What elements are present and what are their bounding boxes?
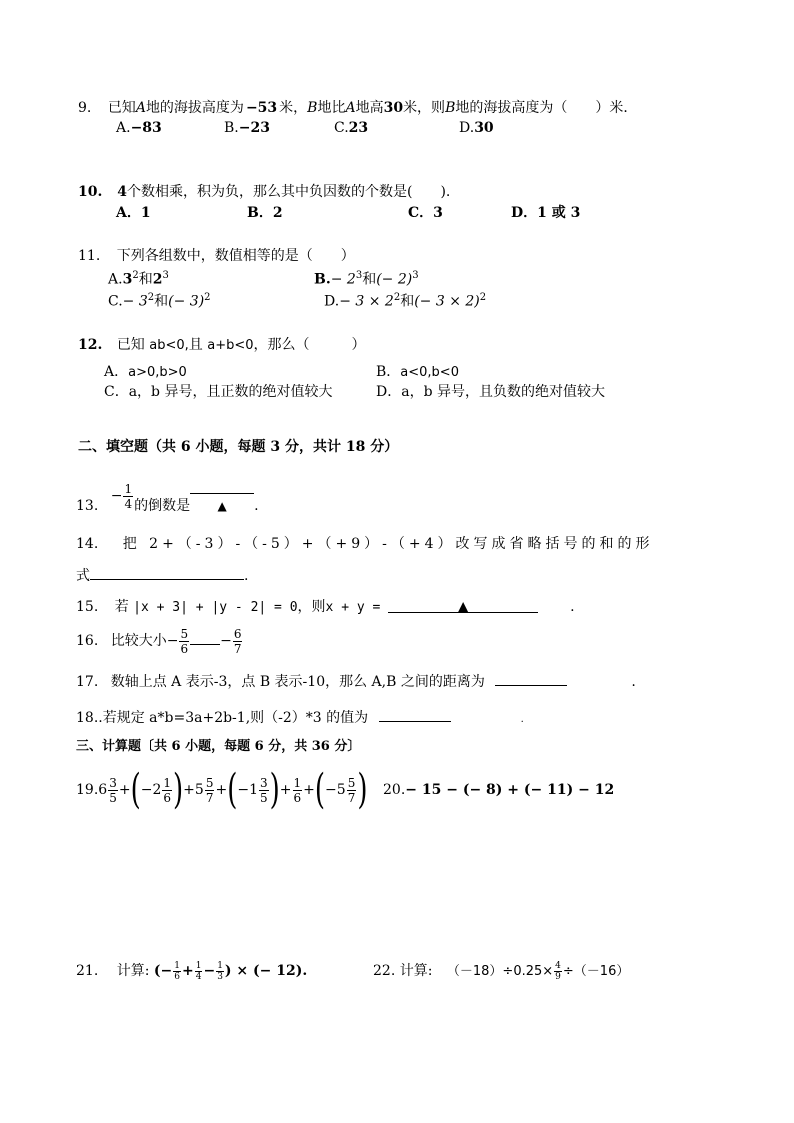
question-20: [383, 780, 614, 800]
triangle-marker: ▲: [217, 499, 227, 513]
option-value: a<0,b<0: [400, 365, 459, 380]
answer-blank[interactable]: [388, 597, 538, 613]
text: ，那么（ ）: [253, 337, 366, 353]
fraction-neg-quarter: [111, 468, 134, 524]
section-title-fill-blank: 二、填空题（共 6 小题，每题 3 分，共计 18 分）: [78, 439, 399, 455]
text: .: [254, 498, 259, 514]
option-label: C.: [334, 120, 349, 136]
denominator: 5: [109, 790, 117, 805]
option-value: −83: [130, 120, 162, 136]
exponent: 2: [132, 270, 139, 281]
sign: −: [166, 633, 179, 649]
expression: ÷（－16）: [562, 964, 630, 979]
option-value: a>0,b>0: [128, 365, 187, 380]
question-number: 15.: [76, 599, 99, 615]
question-15: [76, 597, 575, 618]
value: − 3: [122, 293, 148, 310]
numerator: 6: [233, 626, 242, 641]
q9-option-c: [334, 118, 368, 138]
text: 米，则: [403, 100, 446, 116]
whole: −2: [140, 782, 162, 798]
value: −53: [245, 100, 278, 116]
denominator: 7: [347, 790, 356, 805]
text: 下列各组数中，数值相等的是（ ）: [116, 248, 355, 264]
option-label: D.: [459, 120, 475, 136]
text: .若规定 a*b=3a+2b-1,则（-2）*3 的值为: [98, 710, 369, 726]
numerator: 1: [217, 960, 223, 971]
text: 把 2+（-3）-（-5）+（+9）-（+4）改写成省略括号的和的形: [122, 536, 654, 552]
answer-blank[interactable]: [190, 478, 254, 513]
operator: +: [118, 782, 131, 798]
question-number: 12.: [78, 337, 103, 353]
question-16: [76, 624, 243, 658]
question-number: 13.: [76, 498, 99, 514]
text: .: [520, 714, 524, 725]
question-14-cont: [76, 564, 248, 586]
option-value: 30: [474, 120, 494, 136]
exponent: 2: [147, 292, 155, 303]
q10-option-a: A．1: [116, 205, 151, 221]
text: 式: [76, 568, 90, 584]
label: 计算:: [399, 963, 433, 979]
question-18: [76, 706, 524, 730]
text: 和: [154, 293, 169, 310]
paren-open: (: [314, 766, 326, 814]
q9-option-d: [459, 118, 494, 138]
denominator: 6: [163, 790, 171, 805]
exponent: 3: [412, 270, 419, 281]
denominator: 7: [233, 641, 242, 656]
question-number: 21.: [76, 963, 99, 979]
text: 和: [400, 293, 415, 310]
q10-option-b: B．2: [247, 205, 283, 221]
text: .: [631, 674, 636, 690]
text: 4: [117, 184, 127, 200]
q11-option-b: [314, 266, 419, 290]
value: 30: [383, 100, 404, 116]
answer-blank[interactable]: [90, 564, 244, 580]
question-14: [76, 534, 654, 554]
text: 数轴上点 A 表示-3，点 B 表示-10，那么 A,B 之间的距离为: [110, 674, 485, 690]
question-17: [76, 670, 636, 692]
denominator: 9: [555, 971, 561, 982]
expression: (−: [153, 963, 173, 979]
operator: +: [181, 963, 194, 979]
paren-open: (: [227, 766, 238, 814]
denominator: 6: [180, 641, 189, 656]
compare-blank[interactable]: [190, 632, 220, 645]
operator: +: [183, 782, 195, 798]
answer-blank[interactable]: [379, 706, 451, 722]
operator: −: [203, 963, 216, 979]
paren-close: ): [357, 766, 368, 814]
denominator: 6: [174, 971, 180, 982]
whole: 5: [194, 782, 204, 798]
value: (− 2): [376, 271, 413, 288]
option-label: D.: [324, 293, 340, 310]
expression: − 15 − (− 8) + (− 11) − 12: [405, 782, 615, 798]
value: − 2: [330, 271, 356, 288]
text: 和: [362, 271, 377, 288]
numerator: 1: [124, 481, 133, 496]
operator: +: [215, 782, 228, 798]
text: 地高: [355, 100, 384, 116]
var: A: [345, 100, 356, 116]
question-number: 9.: [78, 100, 92, 116]
expression: x + y =: [325, 600, 389, 615]
exponent: 2: [479, 292, 487, 303]
whole: −5: [325, 782, 346, 798]
paren-close: ): [173, 766, 184, 814]
paren-open: (: [130, 766, 141, 814]
whole: 6: [98, 782, 108, 798]
exponent: 2: [393, 292, 401, 303]
numerator: 1: [174, 960, 180, 971]
expression: ) × (− 12).: [224, 963, 308, 979]
numerator: 1: [195, 960, 202, 971]
question-number: 11.: [78, 248, 101, 264]
option-value: 23: [348, 120, 369, 136]
exponent: 3: [162, 270, 169, 281]
q10-option-c: C．3: [408, 205, 443, 221]
triangle-marker: ▲: [457, 599, 469, 615]
text: 米，: [279, 100, 308, 116]
question-number: 14.: [76, 536, 99, 552]
question-number: 17.: [76, 674, 99, 690]
text: 和: [138, 271, 153, 288]
option-label: A.: [116, 120, 131, 136]
question-12: [78, 335, 366, 356]
question-number: 19.: [76, 782, 99, 798]
section-title-calculation: 三、计算题〔共 6 小题，每题 6 分，共 36 分〕: [76, 739, 361, 754]
numerator: 5: [347, 775, 356, 790]
value: − 3 × 2: [339, 293, 394, 310]
text: 的倒数是: [134, 498, 191, 514]
q11-option-d: [324, 288, 486, 312]
option-label: B.: [224, 120, 239, 136]
q12-option-d: D．a，b 异号，且负数的绝对值较大: [376, 384, 605, 400]
numerator: 3: [259, 775, 268, 790]
value: 3: [122, 271, 133, 288]
numerator: 1: [163, 775, 171, 790]
q9-option-b: [224, 118, 270, 138]
text: 地的海拔高度为（ ）米．: [455, 100, 638, 116]
q11-option-a: [108, 266, 169, 290]
denominator: 5: [259, 790, 268, 805]
operator: +: [279, 782, 292, 798]
text: 已知: [116, 337, 145, 353]
question-number: 20.: [383, 782, 406, 798]
numerator: 4: [555, 960, 561, 971]
question-number: 10.: [78, 184, 103, 200]
option-label: B．: [376, 364, 401, 380]
text: 比较大小: [110, 633, 167, 649]
operator: +: [303, 782, 315, 798]
denominator: 3: [217, 971, 223, 982]
text: 且: [188, 337, 203, 353]
text: 地比: [317, 100, 346, 116]
question-13: [76, 478, 259, 534]
value: 2: [152, 271, 163, 288]
question-number: 22.: [373, 963, 396, 979]
denominator: 4: [124, 496, 133, 511]
text: 已知: [107, 100, 136, 116]
text: 个数相乘，积为负，那么其中负因数的个数是( ).: [126, 184, 451, 200]
numerator: 1: [293, 775, 302, 790]
numerator: 3: [109, 775, 117, 790]
q12-option-b: [376, 362, 459, 383]
question-9: [78, 98, 637, 118]
sign: −: [220, 633, 232, 649]
text: .: [570, 599, 575, 615]
q10-option-d: D．1 或 3: [511, 205, 581, 221]
var: A: [135, 100, 146, 116]
value: (− 3): [168, 293, 205, 310]
q11-option-c: [108, 288, 211, 312]
question-22: [373, 954, 629, 989]
denominator: 7: [205, 790, 214, 805]
question-10: [78, 182, 450, 202]
question-11: [78, 246, 355, 266]
denominator: 6: [293, 790, 302, 805]
denominator: 4: [195, 971, 202, 982]
q9-option-a: [116, 118, 162, 138]
numerator: 5: [180, 626, 189, 641]
text: ，则: [297, 599, 326, 615]
exponent: 2: [204, 292, 211, 303]
paren-close: ): [269, 766, 280, 814]
exponent: 3: [355, 270, 363, 281]
value: (− 3 × 2): [414, 293, 480, 310]
question-19: [76, 768, 367, 812]
sign: −: [110, 488, 123, 504]
text: 地的海拔高度为: [145, 100, 244, 116]
expression: （－18）÷0.25×: [446, 964, 554, 979]
text: .: [244, 568, 249, 584]
condition: ab<0,: [149, 338, 189, 353]
question-number: 18.: [76, 710, 99, 726]
question-21: [76, 956, 307, 986]
q12-option-a: [104, 362, 187, 383]
term-1: [98, 768, 119, 812]
var: B: [307, 100, 318, 116]
question-number: 16.: [76, 633, 99, 649]
var: B: [445, 100, 456, 116]
expression: |x + 3| + |y - 2| = 0: [133, 600, 298, 615]
q12-option-c: C．a，b 异号，且正数的绝对值较大: [104, 384, 333, 400]
numerator: 5: [205, 775, 214, 790]
label: 计算:: [116, 963, 150, 979]
text: 若: [114, 599, 129, 615]
whole: −1: [237, 782, 258, 798]
option-value: −23: [238, 120, 270, 136]
answer-blank[interactable]: [495, 670, 567, 686]
option-label: A．: [104, 364, 129, 380]
condition: a+b<0: [207, 338, 254, 353]
option-label: A.: [108, 271, 123, 288]
option-label: C.: [108, 293, 123, 310]
option-label: B.: [314, 271, 331, 288]
